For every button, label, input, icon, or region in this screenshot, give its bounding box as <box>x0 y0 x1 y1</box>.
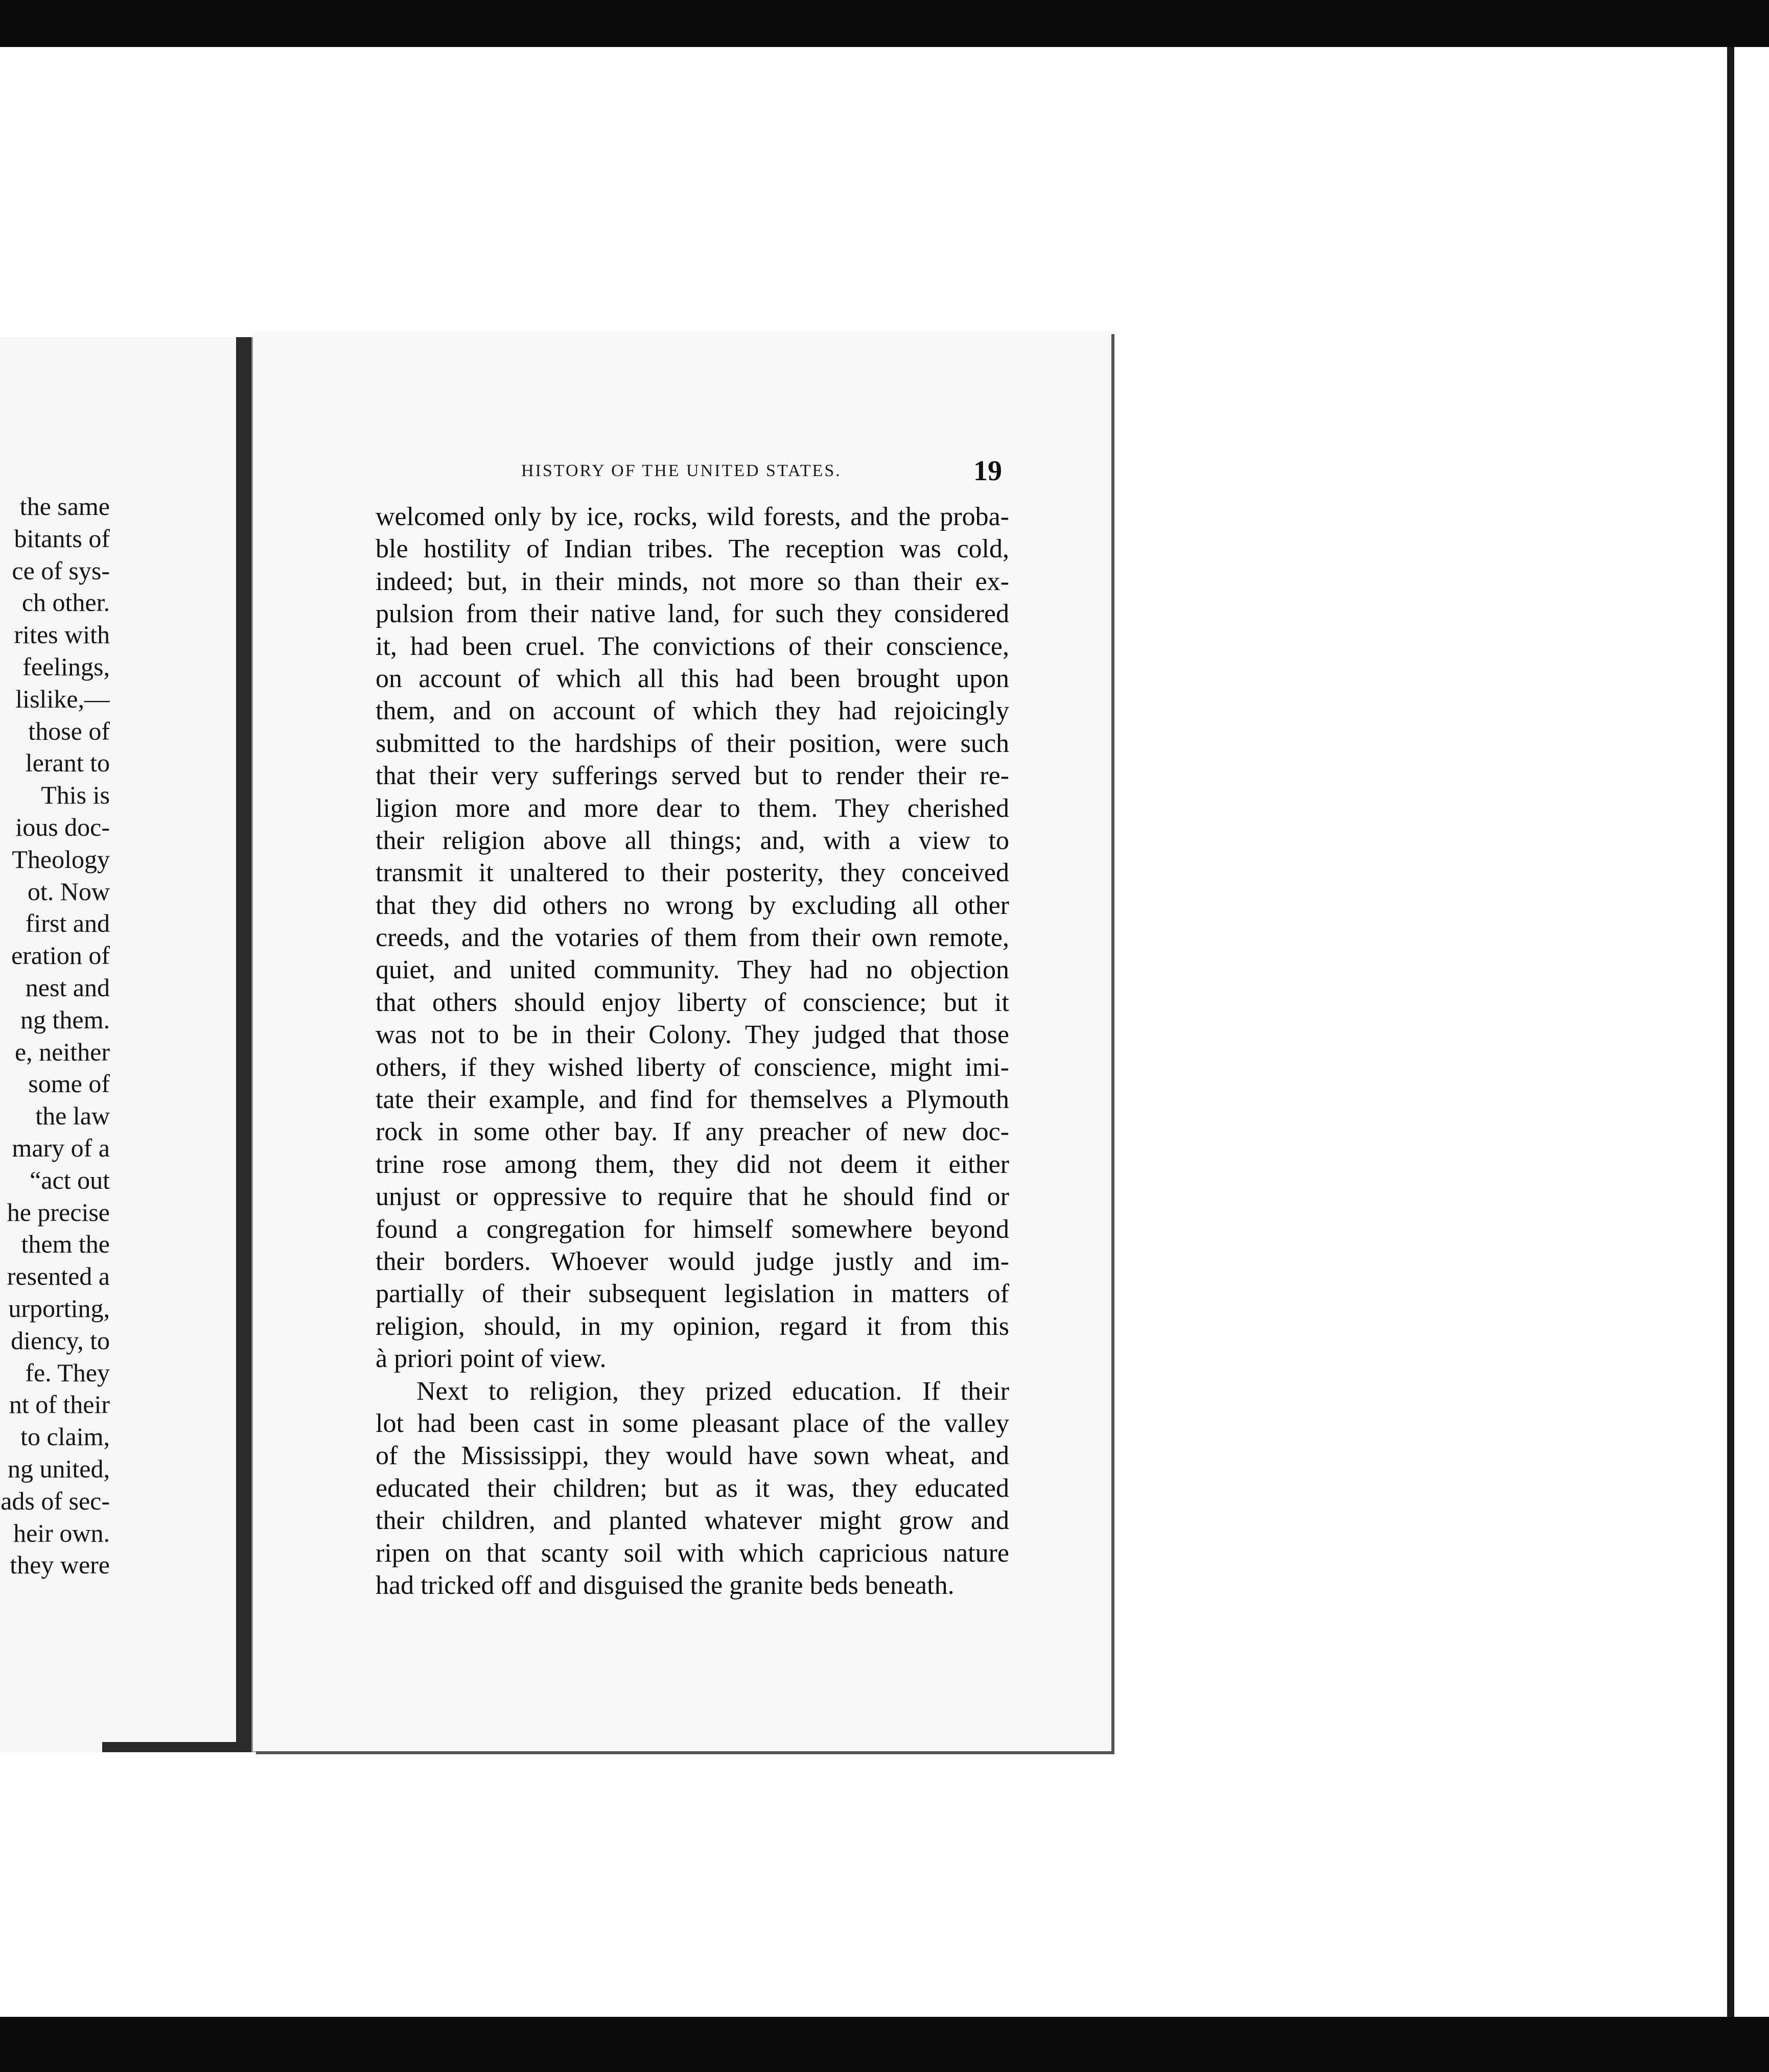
text-line: rock in some other bay. If any preacher of new doc- <box>376 1117 1009 1147</box>
left-page-text <box>0 490 110 1581</box>
left-text-line: ce of sys- <box>12 556 110 585</box>
left-text-line: some of <box>28 1069 110 1098</box>
text-line: had tricked off and disguised the granite beds beneath. <box>376 1570 955 1600</box>
text-line: welcomed only by ice, rocks, wild forests, and the proba- <box>376 502 1009 531</box>
text-line: that their very sufferings served but to render their re- <box>376 761 1009 791</box>
text-line: their children, and planted whatever might grow and <box>376 1506 1009 1536</box>
left-text-line: nest and <box>25 973 110 1002</box>
left-text-line: lislike,— <box>15 684 110 713</box>
text-line: it, had been cruel. The convictions of their conscience, <box>376 631 1009 661</box>
text-line: them, and on account of which they had rejoicingly <box>376 696 1009 726</box>
left-page <box>0 337 240 1752</box>
left-text-line: e, neither <box>14 1037 110 1066</box>
page-body-text <box>376 501 1009 1602</box>
page-number: 19 <box>973 455 1002 487</box>
left-text-line: Theology <box>12 844 110 874</box>
running-head: HISTORY OF THE UNITED STATES. <box>521 461 842 480</box>
scan-border-top <box>0 0 1769 47</box>
text-line: was not to be in their Colony. They judged that those <box>376 1020 1009 1050</box>
left-text-line: he precise <box>7 1197 110 1227</box>
left-text-line: fe. They <box>25 1358 110 1387</box>
text-line: unjust or oppressive to require that he should find or <box>376 1182 1009 1212</box>
left-text-line: rites with <box>14 620 110 649</box>
left-text-line: bitants of <box>14 524 110 553</box>
page-edge-shadow <box>102 1742 255 1752</box>
text-line: ripen on that scanty soil with which capricious nature <box>376 1538 1009 1568</box>
text-line: submitted to the hardships of their position, were such <box>376 728 1009 758</box>
text-line: that they did others no wrong by excluding all other <box>376 890 1009 920</box>
left-text-line: nt of their <box>9 1390 110 1419</box>
left-text-line: diency, to <box>11 1326 110 1355</box>
text-line: lot had been cast in some pleasant place of the valley <box>376 1408 1009 1438</box>
left-text-line: lerant to <box>25 748 110 778</box>
left-text-line: “act out <box>30 1165 110 1194</box>
text-line: indeed; but, in their minds, not more so than their ex- <box>376 567 1009 596</box>
left-text-line: resented a <box>7 1262 110 1291</box>
left-text-line: them the <box>21 1230 110 1259</box>
left-text-line: those of <box>28 716 110 745</box>
book-gutter <box>236 337 251 1752</box>
scan-border-right <box>1727 47 1734 2017</box>
left-text-line: ious doc- <box>15 812 110 841</box>
left-text-line: the same <box>19 492 110 521</box>
left-text-line: ot. Now <box>27 877 110 906</box>
text-line: found a congregation for himself somewhere beyond <box>376 1214 1009 1244</box>
left-text-line: to claim, <box>20 1422 110 1451</box>
left-text-line: This is <box>41 781 110 810</box>
left-text-line: ads of sec- <box>1 1486 110 1515</box>
text-line: trine rose among them, they did not deem it either <box>376 1149 1009 1179</box>
text-line: of the Mississippi, they would have sown wheat, and <box>376 1441 1009 1471</box>
text-line: creeds, and the votaries of them from their own remote, <box>376 923 1009 953</box>
text-line: on account of which all this had been brought upon <box>376 664 1009 693</box>
text-line: their religion above all things; and, with a view to <box>376 826 1009 855</box>
left-text-line: mary of a <box>12 1133 110 1162</box>
left-text-line: ng them. <box>20 1005 110 1034</box>
left-text-line: feelings, <box>22 652 110 681</box>
text-line: transmit it unaltered to their posterity, they conceived <box>376 858 1009 888</box>
text-line: quiet, and united community. They had no objection <box>376 955 1009 985</box>
left-text-line: they were <box>10 1550 110 1580</box>
text-line: à priori point of view. <box>376 1344 607 1374</box>
text-line: pulsion from their native land, for such they considered <box>376 599 1009 629</box>
left-text-line: urporting, <box>8 1293 110 1323</box>
text-line: educated their children; but as it was, they educated <box>376 1473 1009 1503</box>
text-line: Next to religion, they prized education. If their <box>416 1376 1009 1406</box>
left-text-line: ng united, <box>8 1454 110 1483</box>
text-line: ble hostility of Indian tribes. The reception was cold, <box>376 534 1009 564</box>
left-text-line: first and <box>25 909 110 938</box>
text-line: that others should enjoy liberty of conscience; but it <box>376 987 1009 1017</box>
text-line: partially of their subsequent legislation in matters of <box>376 1279 1009 1309</box>
text-line: ligion more and more dear to them. They cherished <box>376 793 1009 823</box>
text-line: religion, should, in my opinion, regard it from this <box>376 1311 1009 1341</box>
left-text-line: eration of <box>11 941 110 970</box>
scan-border-bottom <box>0 2017 1769 2072</box>
left-text-line: the law <box>35 1101 110 1131</box>
left-text-line: ch other. <box>21 588 110 617</box>
left-text-line: heir own. <box>13 1518 110 1547</box>
text-line: their borders. Whoever would judge justly and im- <box>376 1246 1009 1276</box>
text-line: tate their example, and find for themselves a Plymouth <box>376 1085 1009 1115</box>
text-line: others, if they wished liberty of conscience, might imi- <box>376 1052 1009 1082</box>
